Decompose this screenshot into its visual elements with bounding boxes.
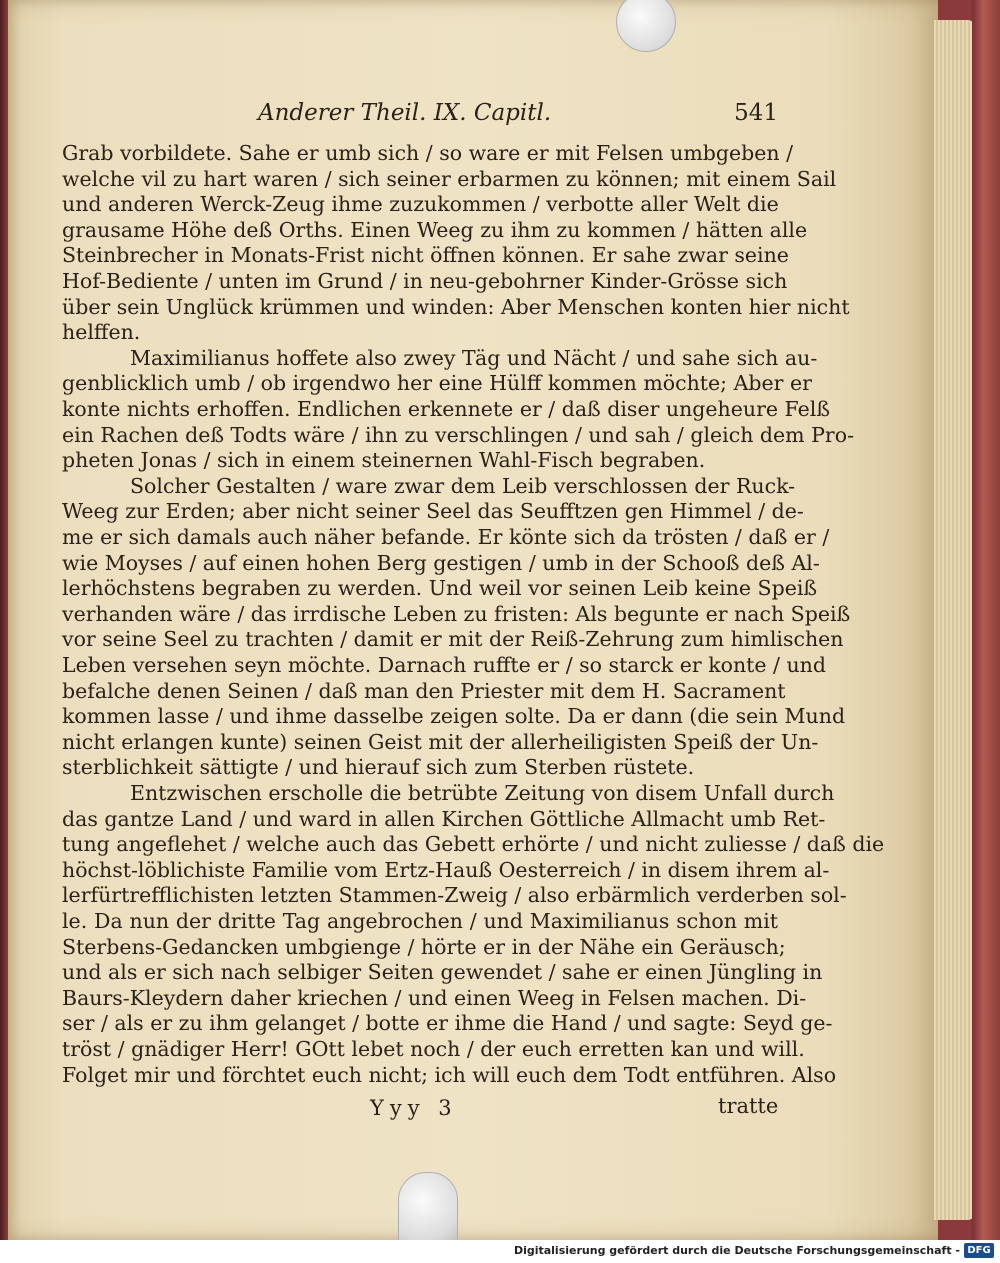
text-line: und anderen Werck-Zeug ihme zuzukommen / verbotte aller Welt die [62,192,779,217]
text-line: konte nichts erhoffen. Endlichen erkennete er / daß diser ungeheure Felß [62,397,831,421]
dfg-logo: DFG [964,1243,994,1258]
page-number: 541 [734,100,778,126]
running-title: Anderer Theil. IX. Capitl. [258,100,552,126]
text-line: me er sich damals auch näher befande. Er könte sich da trösten / daß er / [62,525,830,549]
text-line: vor seine Seel zu trachten / damit er mit der Reiß-Zehrung zum himlischen [62,627,844,652]
footer-credit: Digitalisierung gefördert durch die Deutsche Forschungsgemeinschaft - [513,1244,960,1257]
text-line: Hof-Bediente / unten im Grund / in neu-gebohrner Kinder-Grösse sich [62,269,788,293]
text-line: das gantze Land / und ward in allen Kirchen Göttliche Allmacht umb Ret- [62,806,826,831]
text-line: über sein Unglück krümmen und winden: Aber Menschen konten hier nicht [62,294,850,319]
text-line: ein Rachen deß Todts wäre / ihn zu verschlingen / und sah / gleich dem Pro- [62,422,854,447]
text-line: helffen. [62,320,141,345]
text-line: lerhöchstens begraben zu werden. Und weil vor seinen Leib keine Speiß [62,576,818,601]
text-line: grausame Höhe deß Orths. Einen Weeg zu ihm zu kommen / hätten alle [62,217,808,242]
text-line: Sterbens-Gedancken umbgienge / hörte er in der Nähe ein Geräusch; [62,934,786,959]
text-line: welche vil zu hart waren / sich seiner erbarmen zu können; mit einem Sail [62,166,837,191]
text-line: ser / als er zu ihm gelanget / botte er ihme die Hand / und sagte: Seyd ge- [62,1011,833,1036]
text-line: kommen lasse / und ihme dasselbe zeigen solte. Da er dann (die sein Mund [62,704,846,729]
text-line: höchst-löblichiste Familie vom Ertz-Hauß Oesterreich / in disem ihrem al- [62,857,830,882]
text-line: Weeg zur Erden; aber nicht seiner Seel das Seufftzen gen Himmel / de- [62,499,804,524]
catchword: tratte [718,1094,779,1118]
right-cover-edge [972,0,1000,1240]
text-line: wie Moyses / auf einen hohen Berg gestigen / umb in der Schooß deß Al- [62,550,820,575]
text-line: tung angeflehet / welche auch das Gebett erhörte / und nicht zuliesse / daß die [62,832,885,857]
text-line: genblicklich umb / ob irgendwo her eine Hülff kommen möchte; Aber er [62,371,812,396]
text-line: sterblichkeit sättigte / und hierauf sich zum Sterben rüstete. [62,755,695,780]
text-line: befalche denen Seinen / daß man den Priester mit dem H. Sacrament [62,678,786,703]
text-line: Maximilianus hoffete also zwey Täg und Nächt / und sahe sich au- [130,345,818,370]
signature-mark: Yyy 3 [370,1096,458,1120]
page-edges [934,20,974,1220]
text-line: tröst / gnädiger Herr! GOtt lebet noch / der euch erretten kan und will. [62,1037,805,1061]
text-line: le. Da nun der dritte Tag angebrochen / und Maximilianus schon mit [62,909,778,933]
text-line: Steinbrecher in Monats-Frist nicht öffnen können. Er sahe zwar seine [62,243,789,268]
text-line: und als er sich nach selbiger Seiten gewendet / sahe er einen Jüngling in [62,960,823,985]
text-line: Folget mir und förchtet euch nicht; ich will euch dem Todt entführen. Also [62,1062,837,1087]
text-line: lerfürtrefflichisten letzten Stammen-Zweig / also erbärmlich verderben sol- [62,883,847,908]
text-line: Grab vorbildete. Sahe er umb sich / so ware er mit Felsen umbgeben / [62,141,794,165]
running-head [258,100,778,134]
text-line: nicht erlangen kunte) seinen Geist mit der allerheiligisten Speiß der Un- [62,729,819,754]
text-line: Baurs-Kleydern daher kriechen / und einen Weeg in Felsen machen. Di- [62,985,807,1010]
text-line: Solcher Gestalten / ware zwar dem Leib verschlossen der Ruck- [130,473,796,498]
book-clip-bottom [398,1172,458,1240]
text-line: pheten Jonas / sich in einem steinernen Wahl-Fisch begraben. [62,448,706,473]
footer-bar [0,1240,1000,1263]
text-line: verhanden wäre / das irrdische Leben zu fristen: Als begunte er nach Speiß [62,601,851,626]
text-line: Leben versehen seyn möchte. Darnach ruffte er / so starck er konte / und [62,653,826,677]
text-line: Entzwischen erscholle die betrübte Zeitung von disem Unfall durch [130,781,835,805]
